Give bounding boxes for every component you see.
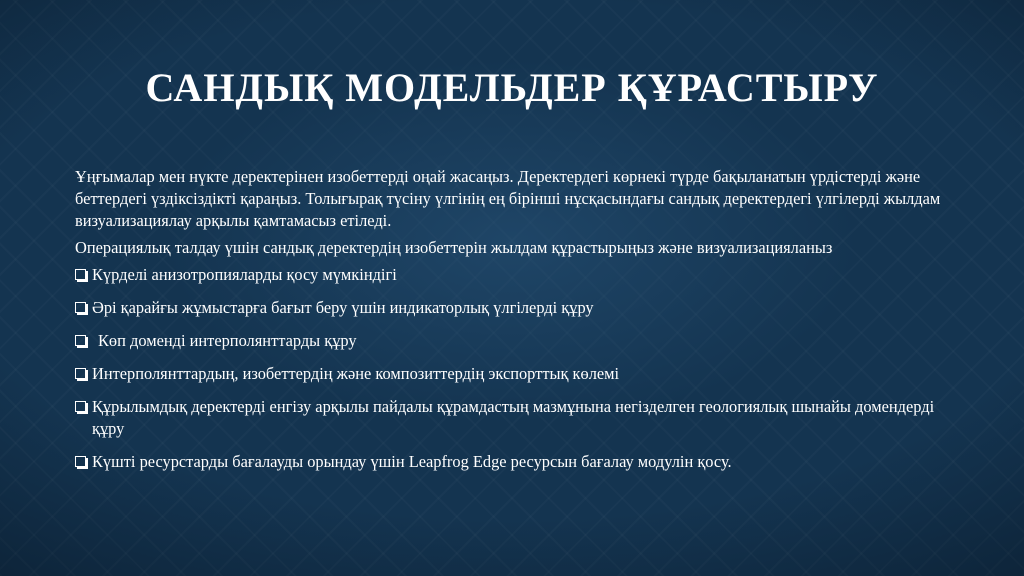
list-item — [75, 330, 955, 352]
checkbox-bullet-icon — [75, 269, 86, 280]
list-item-text: Құрылымдық деректерді енгізу арқылы пайдалы құрамдастың мазмұнына негізделген геологиялық шынайы домендерді құру — [92, 397, 935, 438]
paragraph-intro: Ұңғымалар мен нүкте деректерінен изобеттерді оңай жасаңыз. Деректердегі көрнекі түрде бақыланатын үрдістерді және беттердегі үздіксіздікті қараңыз. Толығырақ түсіну үлгінің ең бірінші нұсқасындағы сандық деректердегі үлгілерді жылдам визуализациялау арқылы қамтамасыз етіледі. — [75, 167, 941, 230]
list-item — [75, 396, 955, 440]
list-item-text: Интерполянттардың, изобеттердің және композиттердің экспорттық көлемі — [92, 364, 620, 383]
list-item-text: Күрделі анизотропияларды қосу мүмкіндігі — [92, 265, 397, 284]
list-item — [75, 264, 955, 286]
checkbox-bullet-icon — [75, 456, 86, 467]
checkbox-bullet-icon — [75, 302, 86, 313]
list-item — [75, 451, 955, 473]
list-item — [75, 297, 955, 319]
list-item-text: Әрі қарайғы жұмыстарға бағыт беру үшін индикаторлық үлгілерді құру — [92, 298, 594, 317]
checkbox-bullet-icon — [75, 401, 86, 412]
bullet-list — [75, 264, 955, 473]
list-item-text: Күшті ресурстарды бағалауды орындау үшін Leapfrog Edge ресурсын бағалау модулін қосу. — [92, 452, 732, 471]
paragraph-operational: Операциялық талдау үшін сандық деректердің изобеттерін жылдам құрастырыңыз және визуализацияланыз — [75, 238, 833, 257]
slide-content — [75, 166, 955, 484]
checkbox-bullet-icon — [75, 368, 86, 379]
slide-title: САНДЫҚ МОДЕЛЬДЕР ҚҰРАСТЫРУ — [145, 65, 879, 110]
checkbox-bullet-icon — [75, 335, 86, 346]
list-item — [75, 363, 955, 385]
list-item-text: Көп доменді интерполянттарды құру — [98, 331, 357, 350]
